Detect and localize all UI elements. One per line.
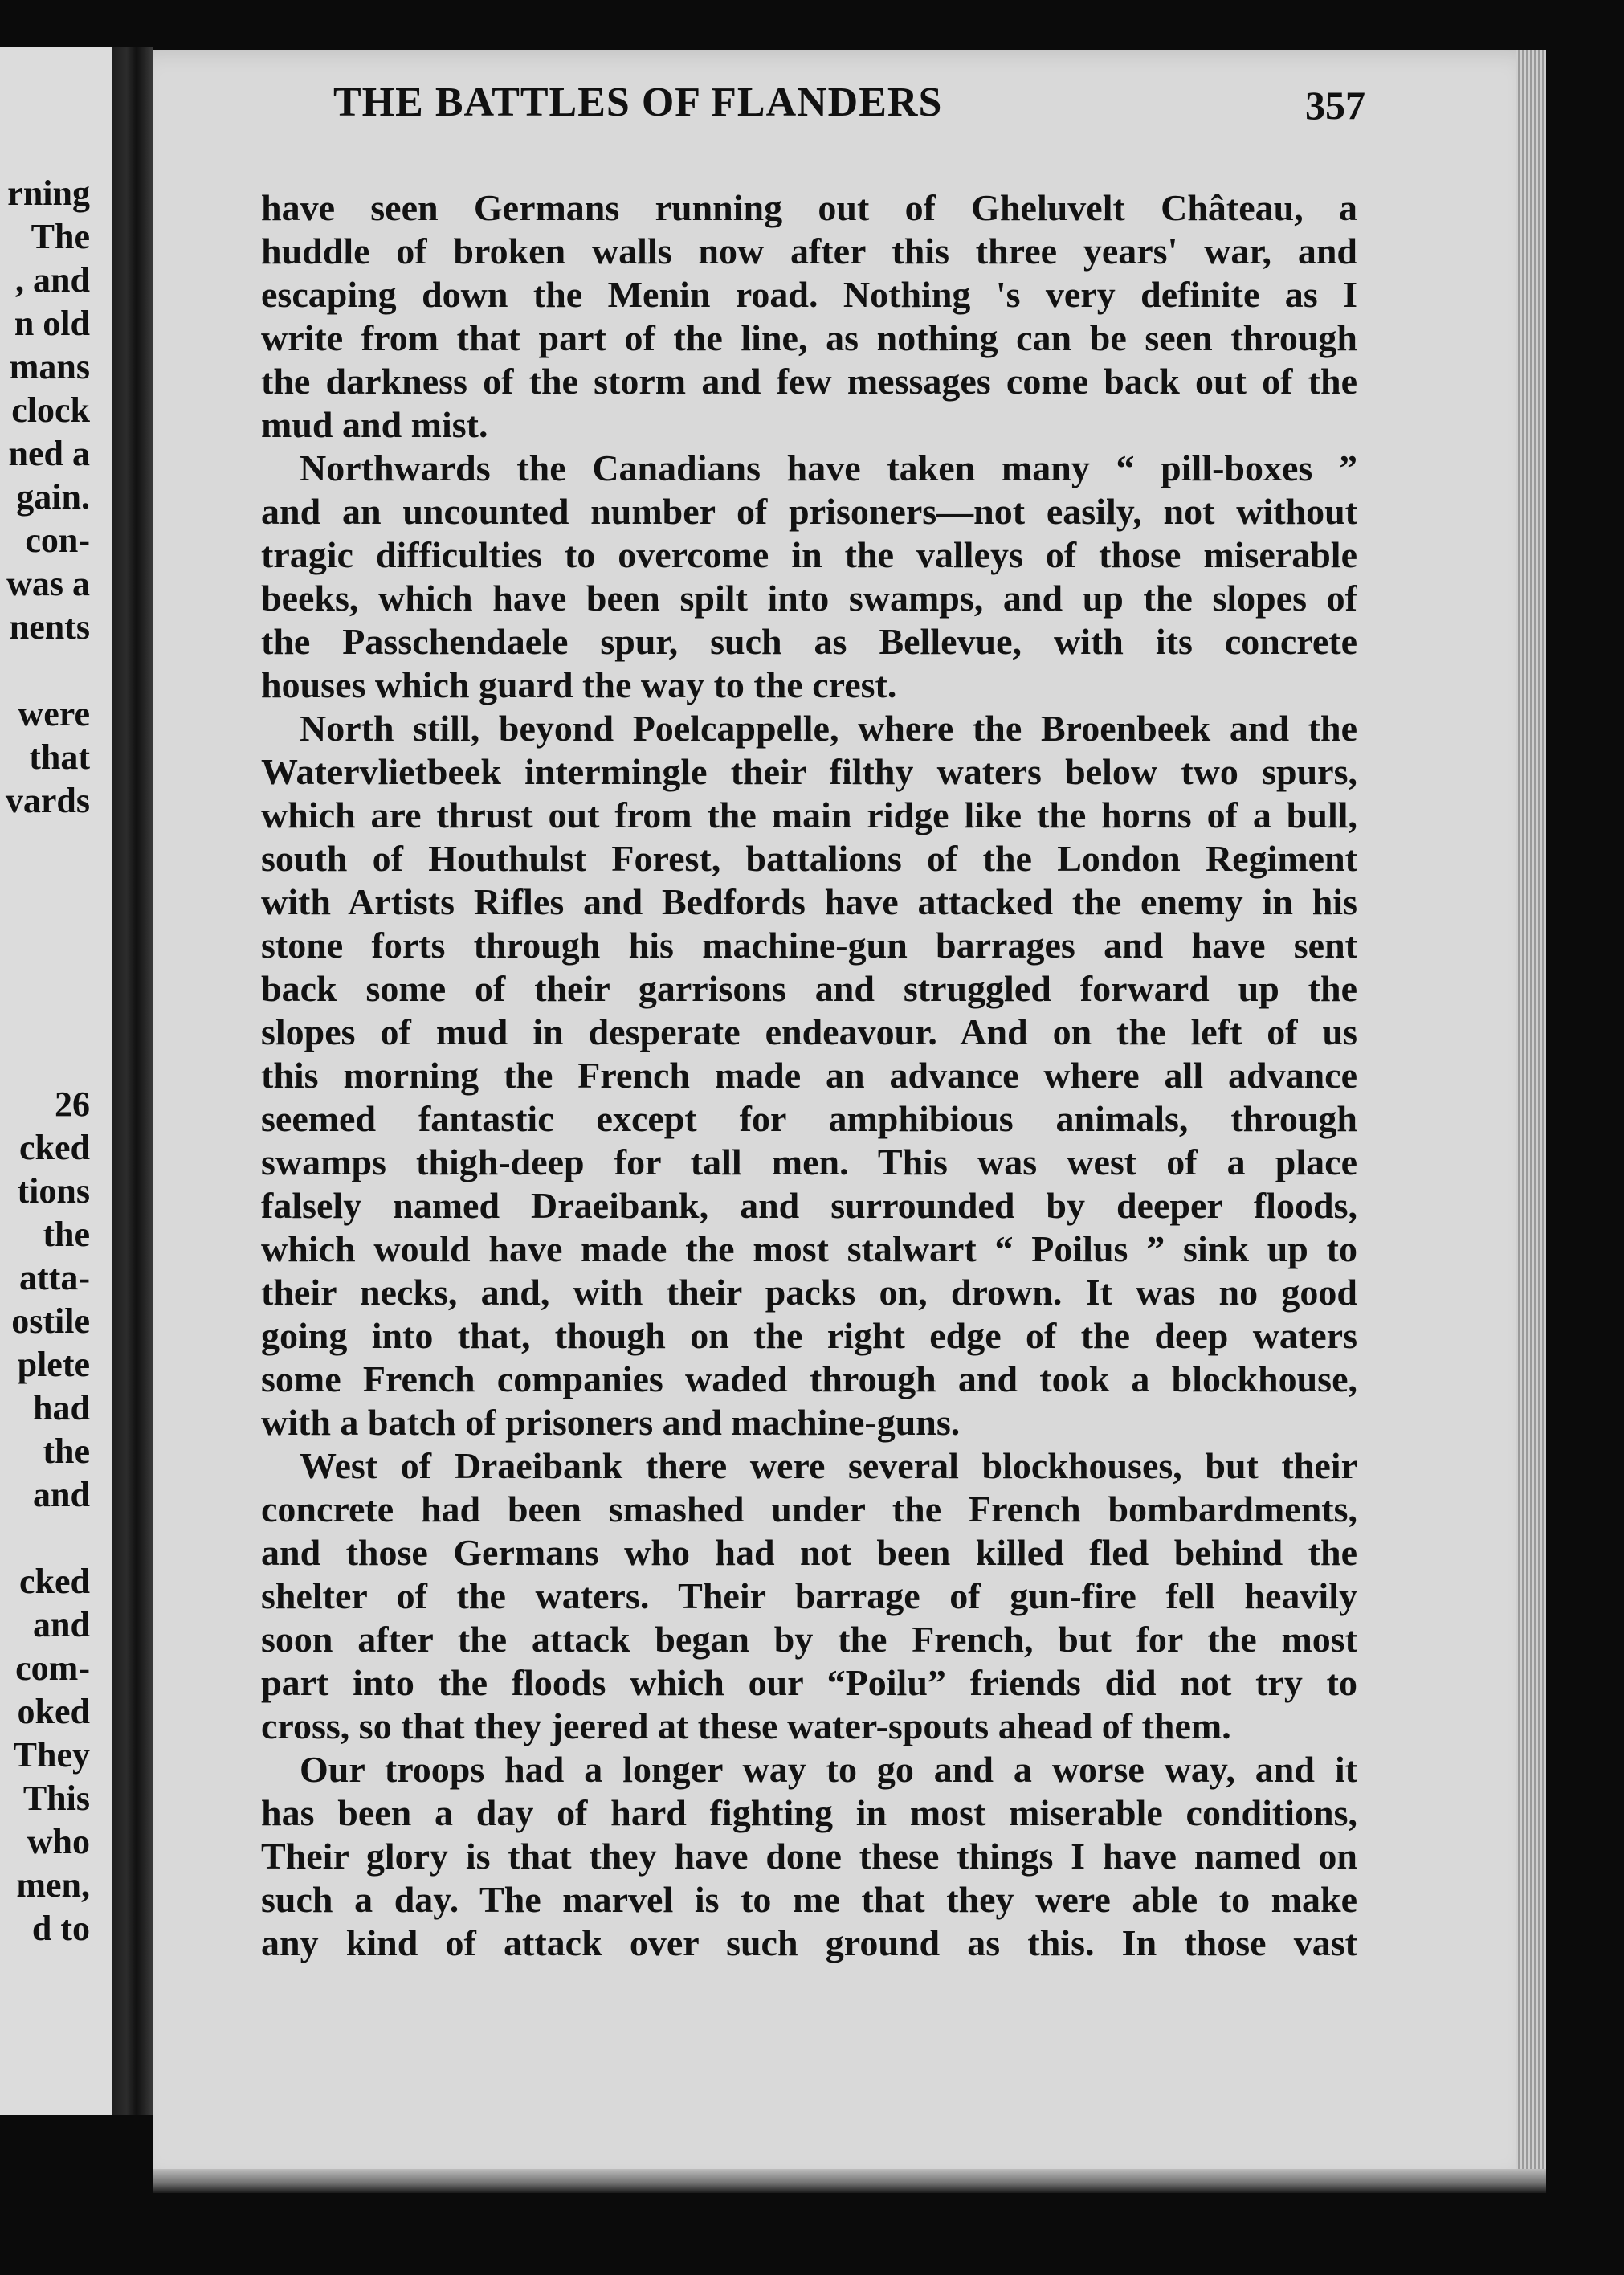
previous-page-line: and <box>33 1605 90 1644</box>
text-line: write from that part of the line, as nothing can be seen through <box>261 317 1357 358</box>
previous-page-line: gain. <box>16 477 90 517</box>
text-line: slopes of mud in desperate endeavour. And on the left of us <box>261 1011 1357 1052</box>
previous-page-line: 26 <box>55 1084 90 1124</box>
previous-page-line: cked <box>19 1562 90 1601</box>
text-line: Their glory is that they have done these things I have named on <box>261 1836 1357 1877</box>
text-line: West of Draeibank there were several blockhouses, but their <box>300 1445 1357 1486</box>
body-text <box>261 186 1357 1965</box>
previous-page-line: mans <box>9 347 90 386</box>
text-line: swamps thigh-deep for tall men. This was west of a place <box>261 1142 1357 1182</box>
previous-page-line: n old <box>14 304 90 343</box>
previous-page-line: d to <box>31 1909 90 1948</box>
previous-page-line: plete <box>17 1345 90 1384</box>
text-line: which would have made the most stalwart “ Poilus ” sink up to <box>261 1228 1357 1269</box>
text-line: has been a day of hard fighting in most miserable conditions, <box>261 1792 1357 1833</box>
previous-page-line: nents <box>9 607 90 647</box>
previous-page <box>0 47 112 2115</box>
previous-page-line: com- <box>15 1648 90 1688</box>
previous-page-line: ostile <box>11 1301 90 1341</box>
text-line: escaping down the Menin road. Nothing 's very definite as I <box>261 274 1357 315</box>
text-line: part into the floods which our “Poilu” friends did not try to <box>261 1662 1357 1703</box>
previous-page-line: This <box>22 1779 90 1818</box>
previous-page-line: tions <box>17 1171 90 1211</box>
text-line: tragic difficulties to overcome in the valleys of those miserable <box>261 534 1357 575</box>
text-line: cross, so that they jeered at these water-spouts ahead of them. <box>261 1705 1231 1746</box>
previous-page-line: men, <box>16 1865 90 1905</box>
text-line: huddle of broken walls now after this three years' war, and <box>261 231 1357 272</box>
text-line: beeks, which have been spilt into swamps, and up the slopes of <box>261 578 1357 619</box>
text-line: concrete had been smashed under the French bombardments, <box>261 1489 1357 1530</box>
text-line: seemed fantastic except for amphibious animals, through <box>261 1098 1357 1139</box>
previous-page-line: vards <box>5 781 90 820</box>
previous-page-line: They <box>13 1735 90 1775</box>
previous-page-line: The <box>31 217 90 256</box>
previous-page-line: oked <box>17 1692 90 1731</box>
book-gutter <box>112 47 153 2115</box>
previous-page-line: the <box>43 1432 90 1471</box>
text-line: with Artists Rifles and Bedfords have attacked the enemy in his <box>261 881 1357 922</box>
previous-page-line: cked <box>19 1128 90 1167</box>
text-line: such a day. The marvel is to me that they were able to make <box>261 1879 1357 1920</box>
previous-page-line: atta- <box>19 1258 90 1297</box>
text-line: some French companies waded through and took a blockhouse, <box>261 1358 1357 1399</box>
text-line: North still, beyond Poelcappelle, where the Broenbeek and the <box>300 708 1357 749</box>
text-line: have seen Germans running out of Gheluvelt Château, a <box>261 187 1357 228</box>
previous-page-line: had <box>33 1388 90 1427</box>
text-line: Watervlietbeek intermingle their filthy waters below two spurs, <box>261 751 1357 792</box>
text-line: houses which guard the way to the crest. <box>261 664 897 705</box>
text-line: south of Houthulst Forest, battalions of the London Regiment <box>261 838 1357 879</box>
text-line: the Passchendaele spur, such as Bellevue, with its concrete <box>261 621 1357 662</box>
page-bottom-edge <box>153 2169 1546 2193</box>
previous-page-line: con- <box>25 521 90 560</box>
text-line: mud and mist. <box>261 404 488 445</box>
previous-page-line: ned a <box>8 434 90 473</box>
text-line: soon after the attack began by the French, but for the most <box>261 1619 1357 1660</box>
text-line: and an uncounted number of prisoners—not easily, not without <box>261 491 1357 532</box>
running-title: THE BATTLES OF FLANDERS <box>333 80 943 125</box>
text-line: which are thrust out from the main ridge like the horns of a bull, <box>261 794 1357 835</box>
text-line: their necks, and, with their packs on, drown. It was no good <box>261 1272 1357 1313</box>
text-line: Northwards the Canadians have taken many “ pill-boxes ” <box>300 447 1357 488</box>
page-edge <box>1516 50 1546 2183</box>
text-line: with a batch of prisoners and machine-guns. <box>261 1402 961 1443</box>
previous-page-line: the <box>43 1215 90 1254</box>
previous-page-line: rning <box>7 174 90 213</box>
text-line: stone forts through his machine-gun barrages and have sent <box>261 925 1357 966</box>
previous-page-line: clock <box>11 390 90 430</box>
text-line: Our troops had a longer way to go and a worse way, and it <box>300 1749 1357 1790</box>
previous-page-line: who <box>27 1822 90 1861</box>
previous-page-line: were <box>18 694 90 733</box>
text-line: any kind of attack over such ground as this. In those vast <box>261 1922 1357 1963</box>
text-line: falsely named Draeibank, and surrounded by deeper floods, <box>261 1185 1357 1226</box>
previous-page-line: , and <box>15 260 90 300</box>
page-header <box>333 79 1365 135</box>
text-line: back some of their garrisons and struggled forward up the <box>261 968 1357 1009</box>
text-line: the darkness of the storm and few messages come back out of the <box>261 361 1357 402</box>
text-line: going into that, though on the right edge of the deep waters <box>261 1315 1357 1356</box>
text-line: shelter of the waters. Their barrage of gun-fire fell heavily <box>261 1575 1357 1616</box>
previous-page-line: that <box>29 737 90 777</box>
text-line: this morning the French made an advance where all advance <box>261 1055 1357 1096</box>
previous-page-line: was a <box>6 564 90 603</box>
text-line: and those Germans who had not been killed fled behind the <box>261 1532 1357 1573</box>
page-number: 357 <box>1305 83 1365 128</box>
previous-page-line: and <box>33 1475 90 1514</box>
